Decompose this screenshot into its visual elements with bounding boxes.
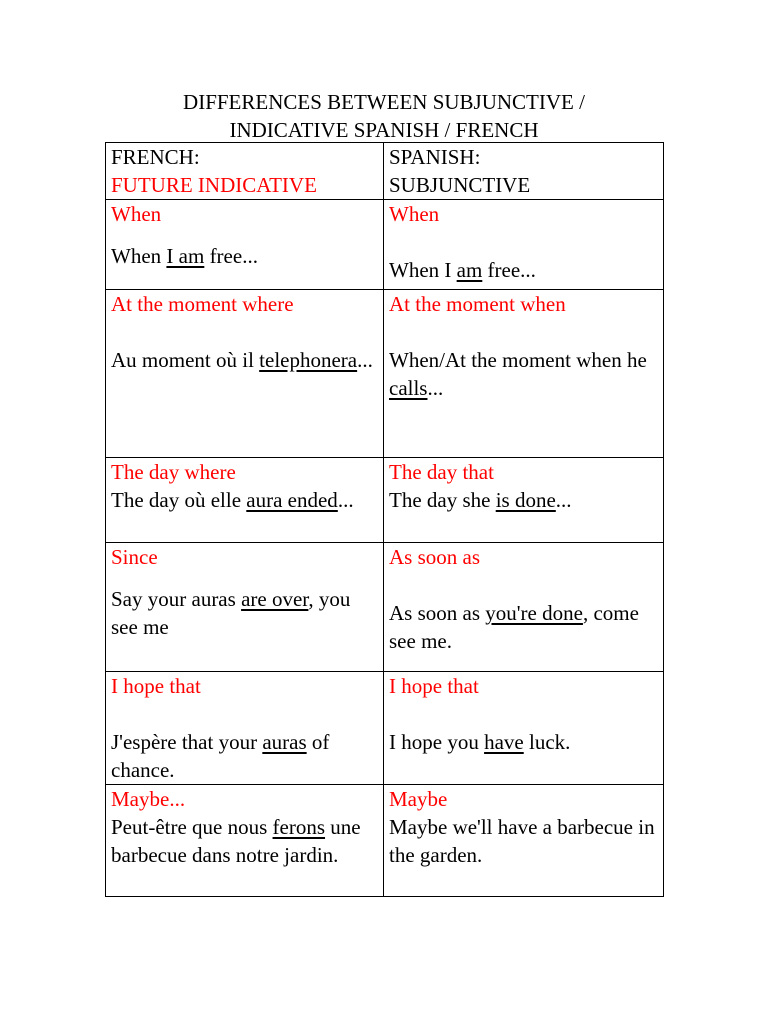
title-line-1: DIFFERENCES BETWEEN SUBJUNCTIVE / bbox=[183, 90, 585, 114]
example-sentence: When I am free... bbox=[111, 244, 258, 268]
spanish-header-cell bbox=[384, 143, 664, 200]
example-sentence: Au moment où il telephonera... bbox=[111, 348, 373, 372]
underlined-verb: telephonera bbox=[259, 348, 358, 372]
example-sentence: The day où elle aura ended... bbox=[111, 488, 354, 512]
spanish-cell bbox=[384, 543, 664, 672]
spanish-header-mood: SUBJUNCTIVE bbox=[389, 173, 531, 197]
french-cell bbox=[106, 543, 384, 672]
row-heading: Maybe... bbox=[111, 787, 186, 811]
table-row bbox=[106, 672, 664, 785]
french-cell bbox=[106, 290, 384, 458]
table-row bbox=[106, 543, 664, 672]
spanish-cell bbox=[384, 200, 664, 290]
table-header-row bbox=[106, 143, 664, 200]
document-title bbox=[0, 88, 768, 144]
underlined-verb: am bbox=[456, 258, 483, 282]
french-cell bbox=[106, 785, 384, 897]
underlined-verb: calls bbox=[389, 376, 428, 400]
example-sentence: When I am free... bbox=[389, 258, 536, 282]
underlined-verb: have bbox=[484, 730, 524, 754]
underlined-verb: you're done bbox=[485, 601, 583, 625]
french-header-cell bbox=[106, 143, 384, 200]
row-heading: At the moment when bbox=[389, 292, 566, 316]
french-cell bbox=[106, 458, 384, 543]
row-heading: The day where bbox=[111, 460, 236, 484]
row-heading: Since bbox=[111, 545, 158, 569]
example-sentence: Maybe we'll have a barbecue in the garden. bbox=[389, 815, 655, 867]
underlined-verb: is done bbox=[495, 488, 556, 512]
title-line-2: INDICATIVE SPANISH / FRENCH bbox=[229, 118, 539, 142]
row-heading: The day that bbox=[389, 460, 494, 484]
table-row bbox=[106, 290, 664, 458]
comparison-table bbox=[105, 142, 664, 897]
row-heading: At the moment where bbox=[111, 292, 294, 316]
table-row bbox=[106, 458, 664, 543]
french-cell bbox=[106, 200, 384, 290]
example-sentence: When/At the moment when he calls... bbox=[389, 348, 647, 400]
spanish-cell bbox=[384, 290, 664, 458]
spanish-cell bbox=[384, 672, 664, 785]
row-heading: When bbox=[111, 202, 162, 226]
example-sentence: Peut-être que nous ferons une barbecue dans notre jardin. bbox=[111, 815, 361, 867]
spanish-cell bbox=[384, 785, 664, 897]
french-cell bbox=[106, 672, 384, 785]
example-sentence: J'espère that your auras of chance. bbox=[111, 730, 330, 782]
table-row bbox=[106, 785, 664, 897]
example-sentence: As soon as you're done, come see me. bbox=[389, 601, 639, 653]
table-row bbox=[106, 200, 664, 290]
underlined-verb: are over bbox=[241, 587, 309, 611]
example-sentence: The day she is done... bbox=[389, 488, 572, 512]
underlined-verb: I am bbox=[166, 244, 205, 268]
spanish-header-label: SPANISH: bbox=[389, 145, 481, 169]
example-sentence: I hope you have luck. bbox=[389, 730, 571, 754]
underlined-verb: auras bbox=[262, 730, 307, 754]
french-header-tense: FUTURE INDICATIVE bbox=[111, 173, 317, 197]
example-sentence: Say your auras are over, you see me bbox=[111, 587, 351, 639]
row-heading: I hope that bbox=[389, 674, 479, 698]
row-heading: Maybe bbox=[389, 787, 448, 811]
row-heading: As soon as bbox=[389, 545, 481, 569]
spanish-cell bbox=[384, 458, 664, 543]
french-header-label: FRENCH: bbox=[111, 145, 200, 169]
row-heading: I hope that bbox=[111, 674, 201, 698]
underlined-verb: ferons bbox=[272, 815, 326, 839]
underlined-verb: aura ended bbox=[246, 488, 338, 512]
row-heading: When bbox=[389, 202, 440, 226]
